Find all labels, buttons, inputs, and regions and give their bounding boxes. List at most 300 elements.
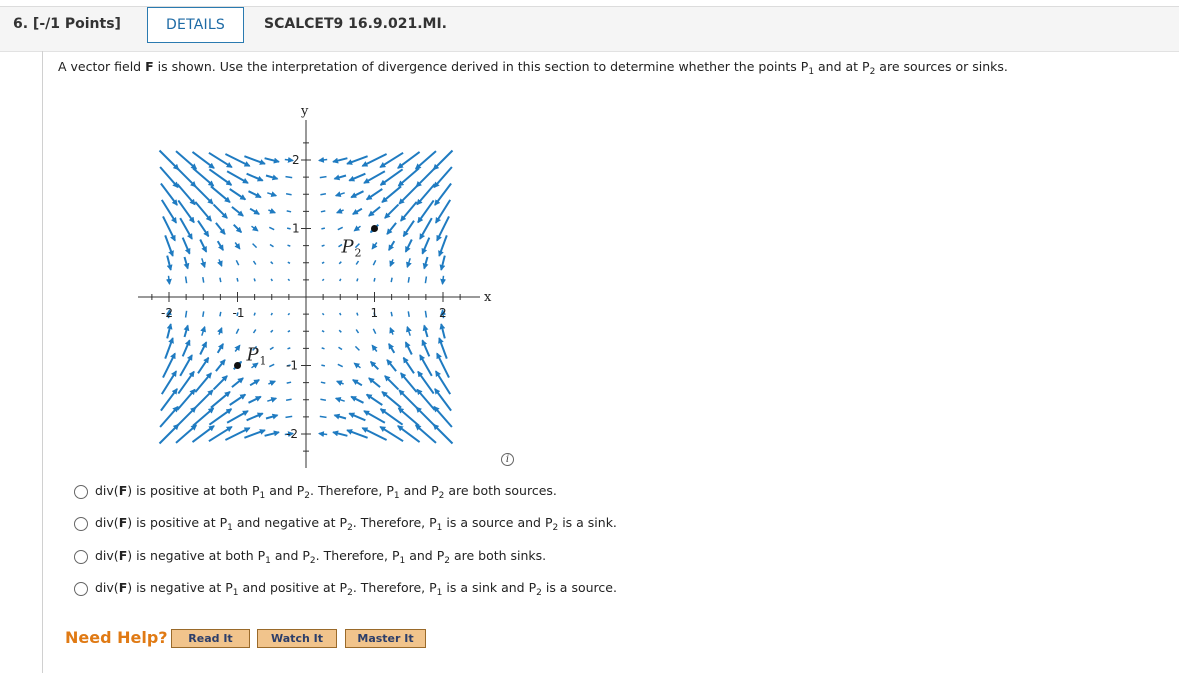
option-segment: and [265,483,297,498]
vector-arrow [286,177,293,178]
vector-arrow [265,158,279,162]
option-segment: P [386,483,394,498]
vector-arrow [271,313,272,315]
option-segment: F [118,483,128,498]
option-segment: P [219,515,228,530]
vector-arrow [406,342,412,354]
option-segment: 2 [536,588,542,598]
vector-arrow [319,434,327,435]
vector-arrow [357,279,358,282]
read-it-button[interactable]: Read It [171,629,250,648]
vector-arrow [211,392,230,408]
vector-arrow [441,324,445,338]
vector-arrow [439,338,447,359]
x-tick-label: 2 [439,306,447,320]
vector-arrow [382,392,401,408]
vector-arrow [165,338,173,359]
vector-arrow [216,360,225,371]
vector-arrow [194,390,213,409]
vector-arrow [230,395,246,406]
vector-arrow [351,191,363,197]
answer-option-2[interactable] [74,515,617,533]
vector-arrow [232,378,243,387]
vector-arrow [167,324,171,338]
option-segment: P [528,580,537,595]
question-prompt [58,59,1008,77]
vector-arrow [372,243,377,249]
option-segment: div( [95,515,119,530]
x-tick-label: -1 [232,306,245,320]
option-segment: and positive at [238,580,340,595]
vector-arrow [391,278,392,282]
vector-arrow [288,331,290,332]
option-segment: ) is negative at both [127,548,258,563]
option-segment: 2 [309,556,316,566]
y-tick-label: -2 [286,427,298,441]
vector-arrow [373,329,375,334]
option-segment: div( [95,548,119,563]
vector-arrow [180,355,192,376]
vector-arrow [288,348,291,349]
vector-arrow [339,347,343,349]
option-segment: 1 [265,556,271,566]
vector-arrow [408,277,409,283]
left-border [42,51,43,673]
vector-arrow [321,382,325,383]
vector-arrow [235,345,240,351]
option-text [95,515,617,533]
option-segment: is a source and [442,515,545,530]
vector-arrow [390,259,393,266]
vector-arrow [406,240,412,252]
vector-arrow [288,245,291,246]
vector-field-figure [130,100,510,470]
x-tick-label: -2 [161,306,173,320]
vector-arrow [401,202,417,221]
vector-arrow [288,279,290,281]
prompt-sub: 1 [808,67,815,77]
vector-arrow [270,245,274,247]
vector-arrow [420,218,432,239]
vector-arrow [424,326,427,338]
vector-arrow [425,311,426,318]
vector-arrow [347,156,368,164]
vector-arrow [176,151,196,169]
option-segment: P [302,548,310,563]
option-segment: 1 [259,491,266,501]
option-segment: are both sources. [444,483,557,498]
vector-arrow [216,223,225,234]
vector-arrow [202,327,205,336]
vector-arrow [287,382,291,383]
vector-arrow [354,226,360,231]
vector-arrow [286,399,292,400]
vector-arrow [401,373,417,392]
vector-arrow [357,313,358,316]
vector-arrow [218,344,223,353]
axes [138,120,480,468]
vector-arrow [407,327,410,336]
vector-arrow [389,241,394,250]
point-p1-label: P [246,344,259,366]
option-segment: div( [95,580,119,595]
vector-arrow [268,210,275,213]
vector-arrow [177,407,196,426]
vector-arrow [237,278,238,282]
vector-arrow [177,168,196,187]
vector-arrow [354,363,360,368]
option-segment: . Therefore, [352,515,430,530]
vector-arrow [186,311,187,318]
vector-arrow [267,398,276,401]
vector-arrow [364,411,385,423]
option-text [95,483,557,501]
vector-arrow [250,380,259,385]
vector-arrow [254,279,255,282]
vector-arrow [195,202,211,221]
vector-arrow [335,176,347,179]
vector-arrow [270,347,274,349]
vector-arrow [353,380,362,385]
vector-arrow [211,186,230,202]
vector-arrow [382,186,401,202]
vector-arrow [404,221,415,237]
vector-arrow [321,211,325,212]
vector-arrow [195,373,211,392]
option-segment: F [118,548,128,563]
vector-arrow [338,364,343,366]
vector-arrow [219,328,222,335]
prompt-p: P [800,59,809,74]
vector-arrow [185,326,188,338]
vector-arrow [399,390,418,409]
answer-option-3[interactable] [74,548,546,566]
option-segment: P [431,483,439,498]
vector-arrow [266,415,278,418]
info-icon[interactable]: i [501,453,514,466]
option-segment: and [405,548,437,563]
vector-arrow [271,330,273,332]
vector-arrow [252,226,258,231]
vector-arrow [254,330,256,334]
x-tick-label: 1 [370,306,379,320]
vector-arrow [439,235,447,256]
option-segment: 1 [393,491,400,501]
option-segment: 2 [347,523,353,533]
vector-arrow [356,261,358,265]
vector-arrow [434,425,453,444]
vector-arrow [347,430,368,438]
vector-arrow [183,340,190,356]
vector-arrow [167,256,171,270]
vector-arrow [287,211,291,212]
vector-arrow [267,193,276,196]
vector-arrow [218,241,223,250]
vector-arrow [319,160,327,161]
vector-arrow [374,278,375,282]
y-axis-label: y [301,104,309,119]
vector-arrow [385,205,399,219]
prompt-text: are sources or sinks. [875,59,1008,74]
question-number: 6. [-/1 Points] [13,16,121,32]
vector-arrow [244,430,265,438]
vector-arrow [399,185,418,204]
option-segment: 2 [304,491,310,501]
vector-arrow [198,221,209,237]
vector-arrow [230,189,246,200]
point-p1 [234,362,241,369]
vector-arrow [288,313,290,315]
vector-arrow [425,277,426,284]
radio-button[interactable] [74,582,88,596]
option-segment: P [339,580,348,595]
vector-arrow [340,279,341,281]
vector-arrow [169,276,170,284]
point-p1-subscript: 1 [259,354,267,368]
vector-arrow [321,228,325,229]
vector-arrow [214,376,228,390]
vector-arrow [339,262,341,264]
vector-arrow [420,355,432,376]
option-segment: . Therefore, [310,483,387,498]
vector-arrow [202,258,205,267]
vector-arrow [160,151,179,170]
option-segment: P [339,515,348,530]
vector-arrow [198,358,209,374]
option-segment: 1 [436,523,443,533]
option-segment: 1 [399,556,406,566]
vector-arrow [220,312,221,316]
answer-option-4[interactable] [74,580,617,598]
option-segment: P [225,580,233,595]
vector-arrow [235,243,240,249]
vector-arrow [203,277,204,283]
option-segment: P [544,515,553,530]
vector-arrow [371,362,379,370]
vector-arrow [232,207,243,216]
option-segment: and negative at [232,515,340,530]
radio-button[interactable] [74,485,88,499]
vector-arrow [404,358,415,374]
vector-arrow [322,262,324,263]
vector-arrow [340,313,341,315]
vector-arrow [271,262,273,264]
option-segment: 2 [347,588,353,598]
vector-arrow [349,174,365,181]
answer-option-1[interactable] [74,483,557,501]
vector-arrow [391,312,392,316]
vector-arrow [351,397,363,403]
vector-arrow [353,209,362,214]
vector-arrow [165,235,173,256]
option-segment: 2 [444,556,450,566]
point-p2-label: P [341,236,354,258]
prompt-sub: 2 [869,67,876,77]
question-header [0,6,1179,52]
option-segment: is a sink and [442,580,529,595]
vector-arrow [333,158,347,162]
vector-arrow [320,399,326,400]
vector-arrow [337,381,344,384]
option-text [95,580,617,598]
vector-arrow [407,258,410,267]
option-text [95,548,546,566]
option-segment: 1 [227,523,233,533]
vector-arrow [269,364,274,366]
vector-arrow [254,261,256,265]
vector-arrow [194,185,213,204]
vector-arrow [288,262,290,263]
details-button[interactable]: DETAILS [147,7,244,43]
vector-arrow [369,207,380,216]
option-segment: F [118,580,128,595]
option-segment: 2 [552,523,559,533]
vector-arrow [320,416,327,417]
vector-arrow [287,228,291,229]
vector-arrow [367,395,383,406]
y-tick-label: 2 [292,153,300,167]
vector-arrow [286,194,292,195]
vector-arrow [364,171,385,183]
option-segment: P [429,580,437,595]
vector-arrow [441,256,445,270]
option-segment: P [436,548,445,563]
vector-arrow [336,193,345,196]
vector-arrow [390,328,393,335]
vector-arrow [422,238,429,254]
need-help-label: Need Help? [65,628,168,647]
option-segment: 1 [436,588,443,598]
vector-arrow [369,378,380,387]
vector-arrow [356,330,358,334]
vector-arrow [249,397,261,403]
vector-arrow [336,398,345,401]
watch-it-button[interactable]: Watch It [257,629,337,648]
prompt-p: P [862,59,870,74]
vector-arrow [387,223,396,234]
vector-arrow [249,191,261,197]
x-axis-label: x [484,290,492,305]
vector-arrow [322,245,325,246]
vector-arrow [271,279,272,281]
vector-arrow [227,171,248,183]
vector-arrow [180,218,192,239]
option-segment: is a sink. [558,515,617,530]
vector-arrow [333,432,347,436]
vector-arrow [266,176,278,179]
vector-arrow [349,413,365,420]
option-segment: ) is positive at [127,515,220,530]
vector-arrow [247,413,263,420]
option-segment: div( [95,483,119,498]
y-tick-label: -1 [286,358,298,373]
vector-arrow [254,313,255,316]
vector-arrow [219,259,222,266]
vector-arrow [253,244,257,248]
vector-arrow [372,345,377,351]
vector-arrow [186,277,187,284]
option-segment: . Therefore, [352,580,430,595]
vector-arrow [200,240,206,252]
prompt-text: is shown. Use the interpretation of divergence derived in this section to determine whether the points [153,59,801,74]
prompt-text: A vector field [58,59,146,74]
option-segment: F [118,515,128,530]
option-segment: 2 [438,491,445,501]
vector-arrow [321,365,325,366]
option-segment: ) is positive at both [127,483,252,498]
vector-arrow [268,381,275,384]
vector-arrow [416,168,435,187]
vector-arrow [389,344,394,353]
option-segment: is a source. [541,580,617,595]
y-tick-label: 1 [292,221,300,236]
point-p2 [371,225,378,232]
vector-arrow [234,225,242,233]
vector-arrow [220,278,221,282]
point-p2-subscript: 2 [354,246,362,260]
vector-arrow [338,227,343,229]
option-segment: P [429,515,437,530]
vector-arrow [236,329,238,334]
vector-arrow [322,348,325,349]
option-segment: and [270,548,303,563]
vector-arrow [286,416,293,417]
vector-arrow [408,311,409,317]
vector-arrow [250,209,259,214]
vector-arrow [322,313,324,315]
radio-button[interactable] [74,550,88,564]
vector-arrow [434,167,452,187]
vector-arrow [203,311,204,317]
prompt-bold-f: F [145,59,154,74]
vector-arrow [422,340,429,356]
vector-arrow [265,432,279,436]
option-segment: P [296,483,305,498]
vector-arrow [434,151,453,170]
option-segment: and [399,483,432,498]
option-segment: P [257,548,266,563]
vector-arrow [322,279,324,281]
vector-arrow [227,411,248,423]
option-segment: are both sinks. [449,548,547,563]
vector-arrow [247,174,263,181]
vector-arrow [424,257,427,269]
vector-arrow [160,167,178,187]
prompt-text: and at [814,59,863,74]
vector-arrow [322,331,324,332]
vector-arrow [387,360,396,371]
vector-arrow [337,210,344,213]
option-segment: ) is negative at [127,580,226,595]
option-segment: P [251,483,260,498]
vector-arrow [160,425,179,444]
vector-arrow [176,425,196,443]
vector-arrow [214,205,228,219]
problem-code: SCALCET9 16.9.021.MI. [264,16,447,32]
vector-arrow [320,177,327,178]
master-it-button[interactable]: Master It [345,629,426,648]
option-segment: 1 [232,588,239,598]
vector-arrow [244,156,265,164]
vector-arrow [185,257,188,269]
vector-arrow [373,260,375,265]
vector-arrow [183,238,190,254]
vector-arrow [269,227,274,229]
radio-button[interactable] [74,517,88,531]
vector-arrow [416,407,435,426]
vector-arrow [200,342,206,354]
vector-arrow [355,346,359,350]
